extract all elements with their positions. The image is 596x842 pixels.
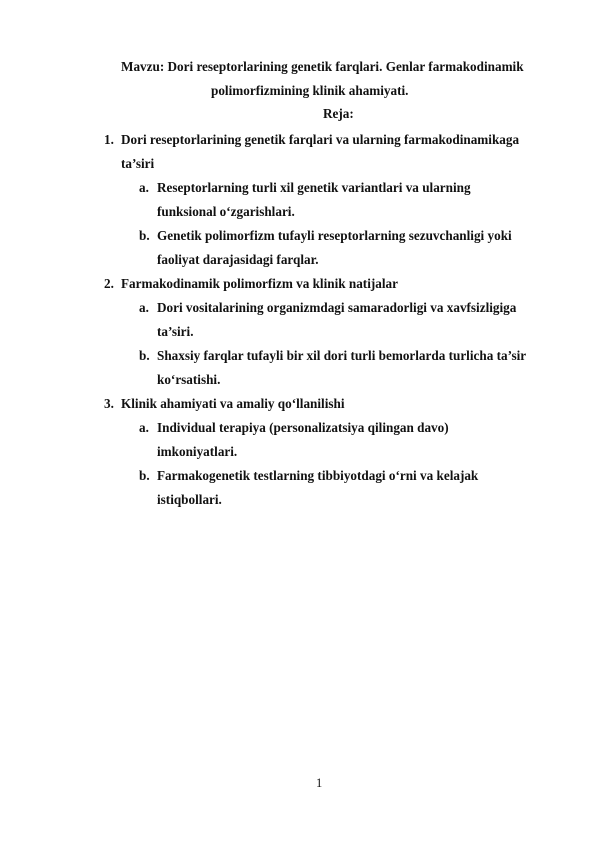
section-1a-line-2: funksional o‘zgarishlari.	[157, 204, 295, 219]
section-1b-letter: b.	[139, 228, 150, 243]
section-1-heading-line-2: ta’siri	[121, 156, 155, 171]
section-1a-line-1: Reseptorlarning turli xil genetik variantlari va ularning	[157, 180, 471, 195]
section-3a-line-1: Individual terapiya (personalizatsiya qilingan davo)	[157, 420, 449, 435]
plan-heading: Reja:	[323, 106, 354, 121]
section-2-heading-line-1: Farmakodinamik polimorfizm va klinik natijalar	[121, 276, 398, 291]
section-3-heading-line-1: Klinik ahamiyati va amaliy qo‘llanilishi	[121, 396, 345, 411]
section-1b-line-1: Genetik polimorfizm tufayli reseptorlarning sezuvchanligi yoki	[157, 228, 512, 243]
section-1-heading-line-1: Dori reseptorlarining genetik farqlari va ularning farmakodinamikaga	[121, 132, 520, 147]
section-2a-letter: a.	[139, 300, 149, 315]
section-2b-letter: b.	[139, 348, 150, 363]
section-2-number: 2.	[104, 276, 114, 291]
section-1a-letter: a.	[139, 180, 149, 195]
section-1b-line-2: faoliyat darajasidagi farqlar.	[157, 252, 319, 267]
title-line-2: polimorfizmining klinik ahamiyati.	[211, 83, 409, 98]
section-3-number: 3.	[104, 396, 114, 411]
section-1-number: 1.	[104, 132, 114, 147]
section-2a-line-2: ta’siri.	[157, 324, 194, 339]
section-3b-letter: b.	[139, 468, 150, 483]
section-2b-line-1: Shaxsiy farqlar tufayli bir xil dori turli bemorlarda turlicha ta’sir	[157, 348, 527, 363]
section-2b-line-2: ko‘rsatishi.	[157, 372, 221, 387]
page-number: 1	[316, 776, 323, 790]
section-3a-line-2: imkoniyatlari.	[157, 444, 238, 459]
section-3a-letter: a.	[139, 420, 149, 435]
title-line-1: Mavzu: Dori reseptorlarining genetik farqlari. Genlar farmakodinamik	[121, 59, 524, 74]
section-3b-line-2: istiqbollari.	[157, 492, 222, 507]
section-3b-line-1: Farmakogenetik testlarning tibbiyotdagi o‘rni va kelajak	[157, 468, 479, 483]
section-2a-line-1: Dori vositalarining organizmdagi samaradorligi va xavfsizligiga	[157, 300, 517, 315]
